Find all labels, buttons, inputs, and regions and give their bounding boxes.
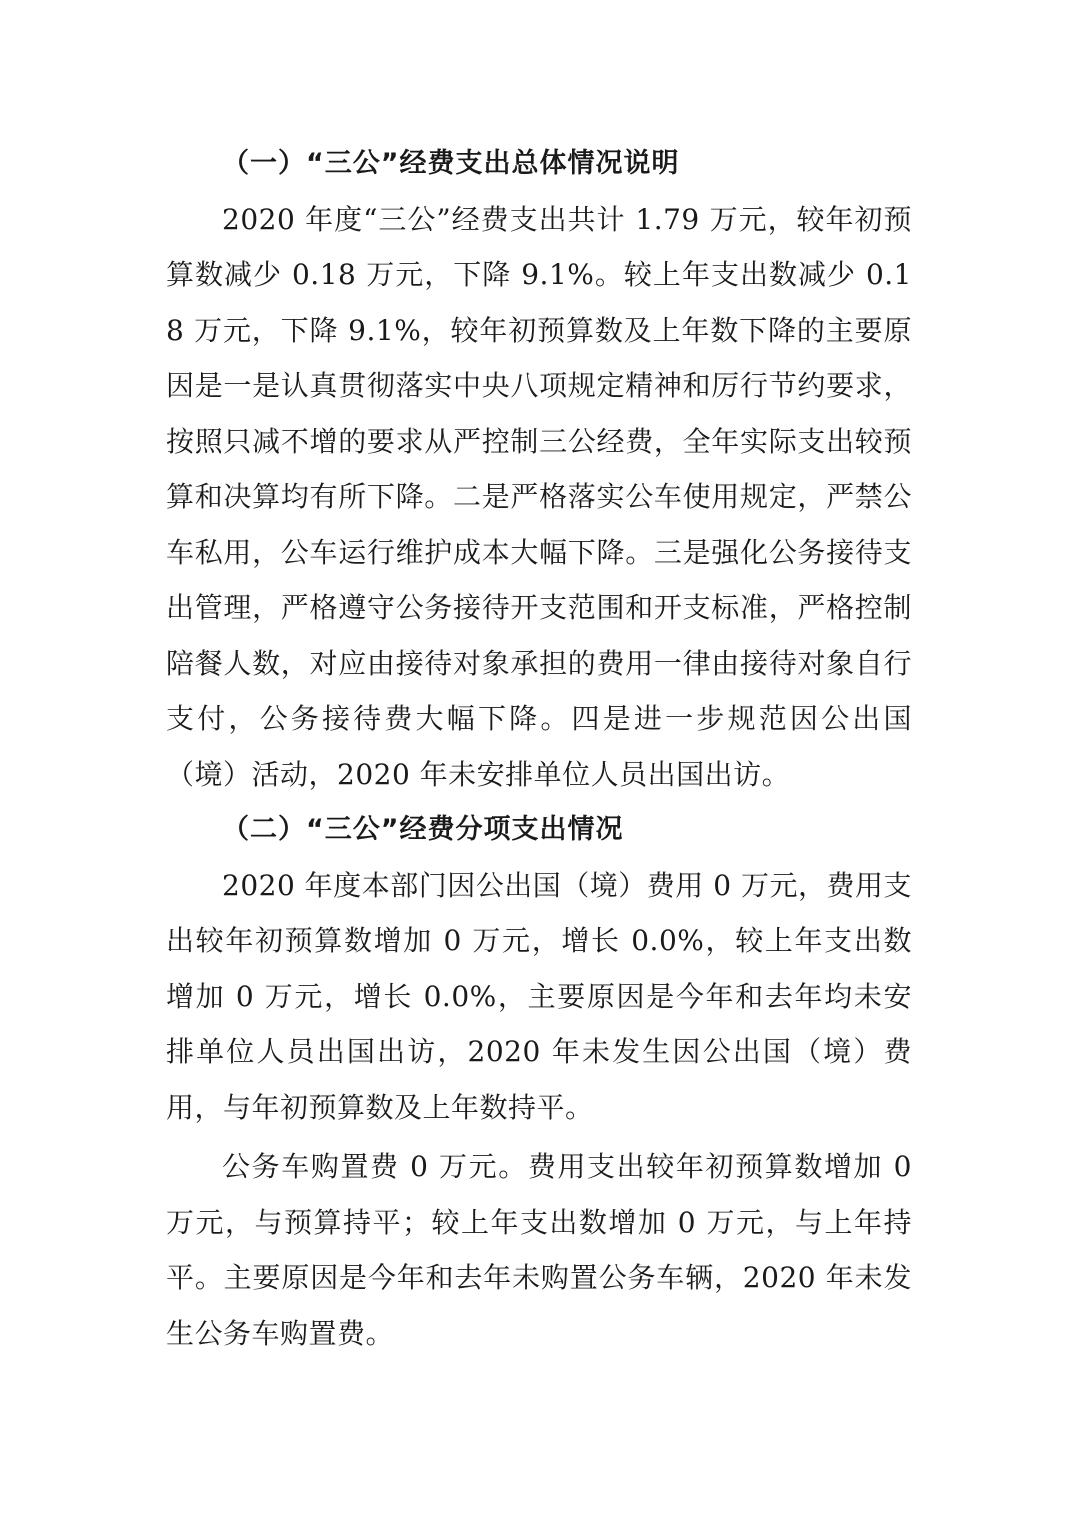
section-1-paragraph: 2020 年度“三公”经费支出共计 1.79 万元，较年初预算数减少 0.18 万元，下降 9.1%。较上年支出数减少 0.18 万元，下降 9.1%，较年初预算数及上年数下降的主要原因是一是认真贯彻落实中央八项规定精神和厉行节约要求，按照只减不增的要求从严控制三公经费，全年实际支出较预算和决算均有所下降。二是严格落实公车使用规定，严禁公车私用，公车运行维护成本大幅下降。三是强化公务接待支出管理，严格遵守公务接待开支范围和开支标准，严格控制陪餐人数，对应由接待对象承担的费用一律由接待对象自行支付，公务接待费大幅下降。四是进一步规范因公出国（境）活动，2020 年未安排单位人员出国出访。 — [166, 202, 912, 791]
section-2-paragraph-vehicle: 公务车购置费 0 万元。费用支出较年初预算数增加 0 万元，与预算持平；较上年支出数增加 0 万元，与上年持平。主要原因是今年和去年未购置公务车辆，2020 年未发生公务车购置费。 — [166, 1150, 912, 1350]
section-1-heading: （一）“三公”经费支出总体情况说明 — [222, 148, 680, 179]
section-2-paragraph-travel: 2020 年度本部门因公出国（境）费用 0 万元，费用支出较年初预算数增加 0 万元，增长 0.0%，较上年支出数增加 0 万元，增长 0.0%，主要原因是今年和去年均未安排单位人员出国出访，2020 年未发生因公出国（境）费用，与年初预算数及上年数持平。 — [166, 868, 912, 1124]
document-body — [166, 136, 912, 1361]
section-2-heading: （二）“三公”经费分项支出情况 — [222, 814, 624, 845]
